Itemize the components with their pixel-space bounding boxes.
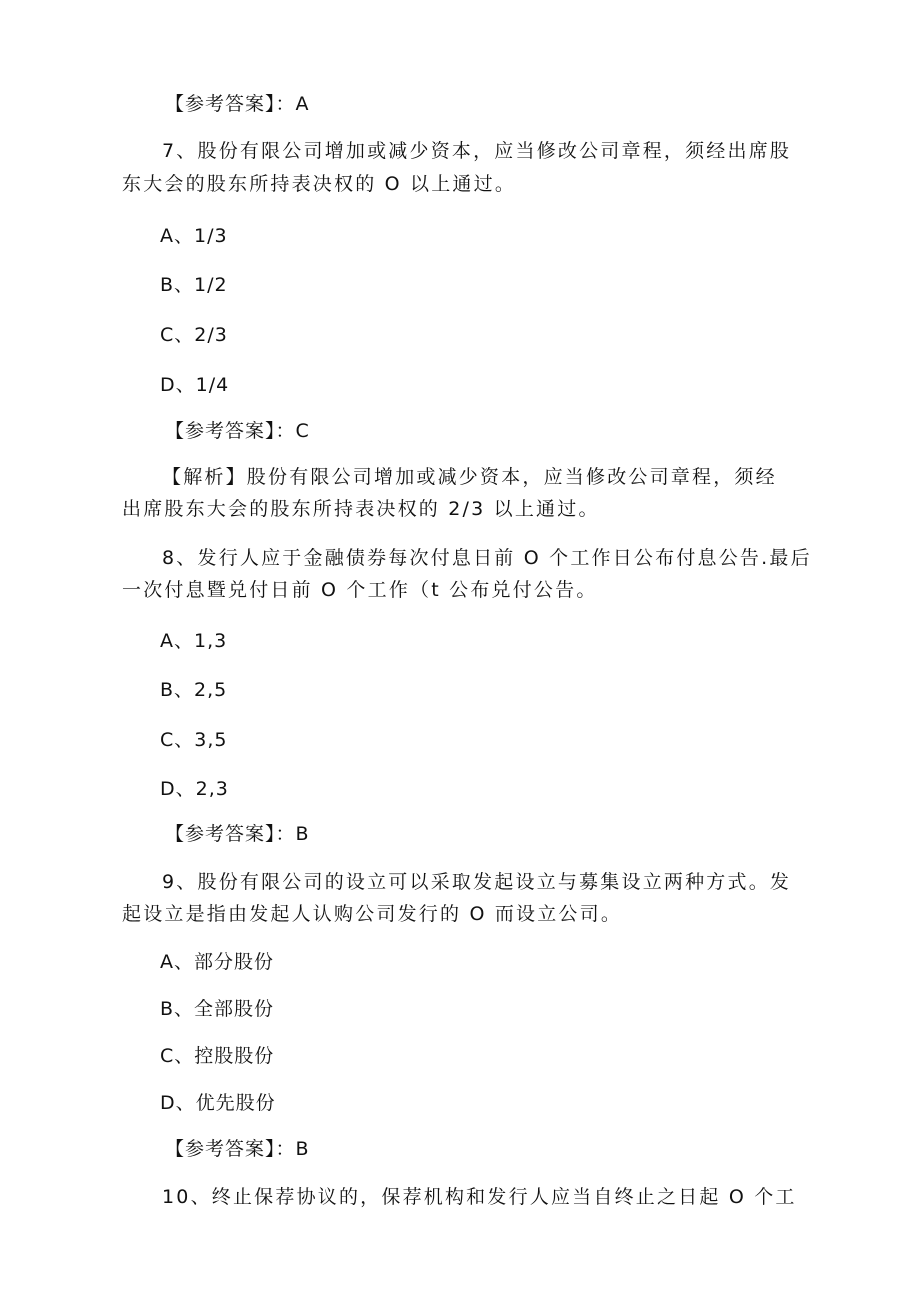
answer-line: 【参考答案】：B xyxy=(165,823,310,845)
question-10-line-1: 10、终止保荐协议的，保荐机构和发行人应当自终止之日起 O 个工 xyxy=(162,1186,797,1208)
answer-line: 【参考答案】：B xyxy=(165,1138,310,1160)
question-8-option-c: C、3,5 xyxy=(160,729,228,751)
question-8-option-a: A、1,3 xyxy=(160,630,228,652)
answer-line: 【参考答案】：A xyxy=(165,93,310,115)
question-9-option-d: D、优先股份 xyxy=(160,1092,276,1114)
answer-line: 【参考答案】：C xyxy=(165,420,310,442)
question-7-option-c: C、2/3 xyxy=(160,324,228,346)
question-8-option-b: B、2,5 xyxy=(160,679,228,701)
question-9-option-b: B、全部股份 xyxy=(160,998,275,1020)
question-7-line-1: 7、股份有限公司增加或减少资本，应当修改公司章程，须经出席股 xyxy=(162,140,792,162)
explanation-7-line-2: 出席股东大会的股东所持表决权的 2/3 以上通过。 xyxy=(122,498,600,520)
question-9-option-a: A、部分股份 xyxy=(160,951,274,973)
explanation-7-line-1: 【解析】股份有限公司增加或减少资本，应当修改公司章程，须经 xyxy=(162,466,777,488)
question-7-option-d: D、1/4 xyxy=(160,374,230,396)
question-7-line-2: 东大会的股东所持表决权的 O 以上通过。 xyxy=(122,173,517,195)
question-7-option-a: A、1/3 xyxy=(160,225,228,247)
question-7-option-b: B、1/2 xyxy=(160,274,228,296)
question-8-option-d: D、2,3 xyxy=(160,778,229,800)
question-9-line-2: 起设立是指由发起人认购公司发行的 O 而设立公司。 xyxy=(122,903,623,925)
question-8-line-1: 8、发行人应于金融债券每次付息日前 O 个工作日公布付息公告.最后 xyxy=(162,547,812,569)
question-9-line-1: 9、股份有限公司的设立可以采取发起设立与募集设立两种方式。发 xyxy=(162,871,792,893)
question-9-option-c: C、控股股份 xyxy=(160,1045,275,1067)
question-8-line-2: 一次付息暨兑付日前 O 个工作（t 公布兑付公告。 xyxy=(122,579,598,601)
